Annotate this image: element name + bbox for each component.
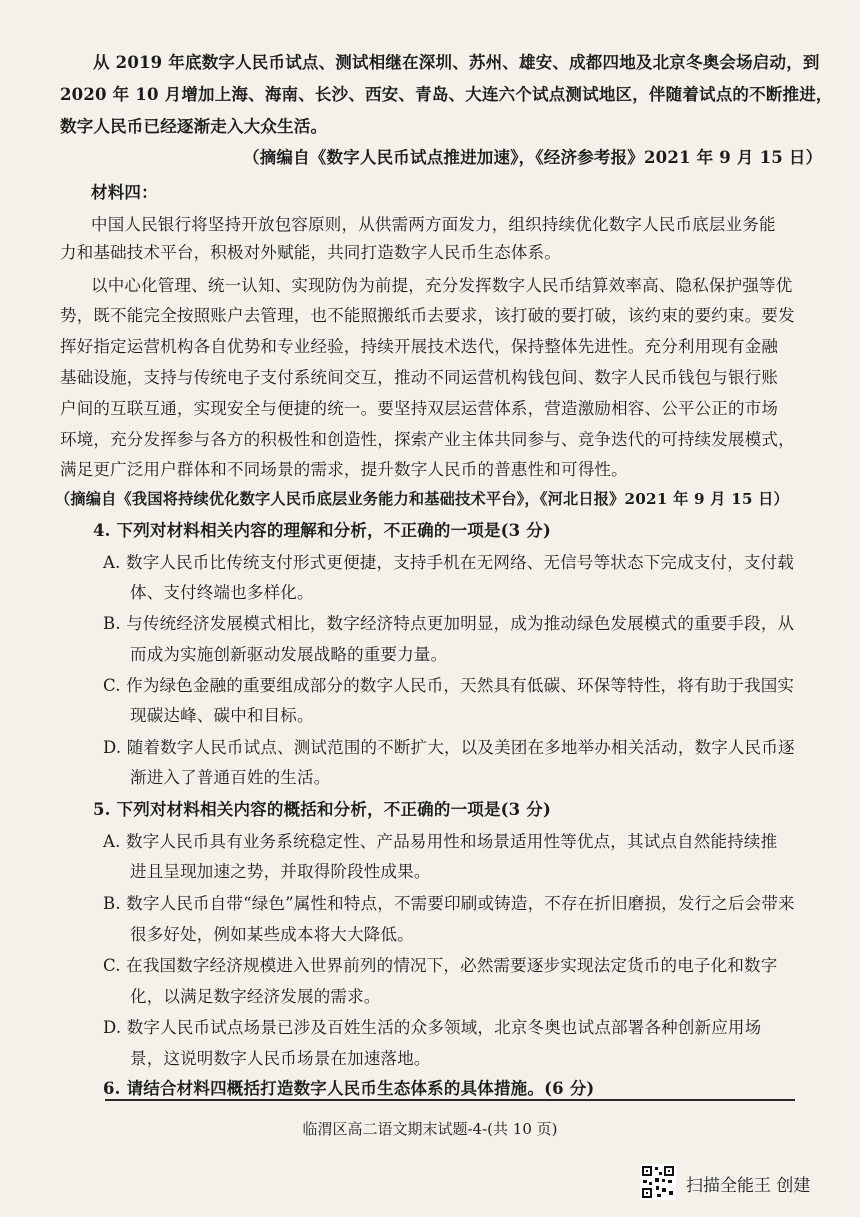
q5-option-d-line-2: 景，这说明数字人民币场景在加速落地。: [130, 1049, 431, 1068]
q4-option-b-line-1: B. 与传统经济发展模式相比，数字经济特点更加明显，成为推动绿色发展模式的重要手段，从: [103, 614, 795, 633]
intro-line-2: 2020 年 10 月增加上海、海南、长沙、西安、青岛、大连六个试点测试地区，伴随着试点的不断推进，: [60, 85, 833, 104]
q4-option-c-line-1: C. 作为绿色金融的重要组成部分的数字人民币，天然具有低碳、环保等特性，将有助于我国实: [103, 676, 795, 695]
qr-code-icon: [640, 1164, 676, 1200]
q5-option-a-line-1: A. 数字人民币具有业务系统稳定性、产品易用性和场景适用性等优点，其试点自然能持续推: [103, 832, 778, 851]
q5-option-c-line-2: 化，以满足数字经济发展的需求。: [130, 987, 381, 1006]
page-footer: 临渭区高二语文期末试题-4-(共 10 页): [302, 1120, 558, 1138]
q5-option-b-line-1: B. 数字人民币自带“绿色”属性和特点，不需要印刷或铸造，不存在折旧磨损，发行之后会带来: [103, 894, 795, 913]
q4-option-c-line-2: 现碳达峰、碳中和目标。: [130, 706, 314, 725]
source-note-3: （摘编自《数字人民币试点推进加速》，《经济参考报》2021 年 9 月 15 日）: [243, 148, 823, 167]
q5-option-b-line-2: 很多好处，例如某些成本将大大降低。: [130, 925, 414, 944]
material4-p2-line-6: 环境，充分发挥参与各方的积极性和创造性，探索产业主体共同参与、竞争迭代的可持续发展模式，: [60, 430, 795, 449]
q5-option-d-line-1: D. 数字人民币试点场景已涉及百姓生活的众多领域，北京冬奥也试点部署各种创新应用场: [103, 1018, 762, 1037]
q4-option-d-line-1: D. 随着数字人民币试点、测试范围的不断扩大，以及美团在多地举办相关活动，数字人民币逐: [103, 738, 795, 757]
scanner-watermark: [640, 1164, 840, 1200]
material4-source: （摘编自《我国将持续优化数字人民币底层业务能力和基础技术平台》，《河北日报》2021 年 9 月 15 日）: [55, 490, 789, 508]
watermark-text: 扫描全能王 创建: [686, 1176, 811, 1196]
material4-p2-line-3: 挥好指定运营机构各自优势和专业经验，持续开展技术迭代，保持整体先进性。充分利用现有金融: [60, 337, 779, 356]
q5-option-a-line-2: 进且呈现加速之势，并取得阶段性成果。: [130, 862, 431, 881]
q4-stem: 4. 下列对材料相关内容的理解和分析，不正确的一项是(3 分): [93, 521, 552, 540]
q5-stem: 5. 下列对材料相关内容的概括和分析，不正确的一项是(3 分): [93, 800, 552, 819]
footer-divider: [105, 1099, 795, 1101]
material4-p1-line-2: 力和基础技术平台，积极对外赋能，共同打造数字人民币生态体系。: [60, 243, 561, 262]
material4-p2-line-1: 以中心化管理、统一认知、实现防伪为前提，充分发挥数字人民币结算效率高、隐私保护强等优: [91, 276, 793, 295]
intro-line-1: 从 2019 年底数字人民币试点、测试相继在深圳、苏州、雄安、成都四地及北京冬奥会场启动，到: [93, 53, 820, 72]
material4-p2-line-4: 基础设施，支持与传统电子支付系统间交互，推动不同运营机构钱包间、数字人民币钱包与银行账: [60, 368, 779, 387]
material4-p2-line-7: 满足更广泛用户群体和不同场景的需求，提升数字人民币的普惠性和可得性。: [60, 460, 628, 479]
q4-option-b-line-2: 而成为实施创新驱动发展战略的重要力量。: [130, 645, 448, 664]
material4-p1-line-1: 中国人民银行将坚持开放包容原则，从供需两方面发力，组织持续优化数字人民币底层业务能: [91, 215, 776, 234]
q5-option-c-line-1: C. 在我国数字经济规模进入世界前列的情况下，必然需要逐步实现法定货币的电子化和数字: [103, 956, 778, 975]
material4-p2-line-2: 势，既不能完全按照账户去管理，也不能照搬纸币去要求，该打破的要打破，该约束的要约束。要发: [60, 306, 795, 325]
intro-line-3: 数字人民币已经逐渐走入大众生活。: [60, 117, 328, 136]
q4-option-d-line-2: 渐进入了普通百姓的生活。: [130, 768, 331, 787]
q6-stem: 6. 请结合材料四概括打造数字人民币生态体系的具体措施。(6 分): [103, 1079, 595, 1098]
material4-p2-line-5: 户间的互联互通，实现安全与便捷的统一。要坚持双层运营体系，营造激励相容、公平公正的市场: [60, 399, 779, 418]
q4-option-a-line-2: 体、支付终端也多样化。: [130, 583, 314, 602]
material4-heading: 材料四：: [91, 183, 158, 202]
q4-option-a-line-1: A. 数字人民币比传统支付形式更便捷，支持手机在无网络、无信号等状态下完成支付，支付载: [103, 553, 795, 572]
